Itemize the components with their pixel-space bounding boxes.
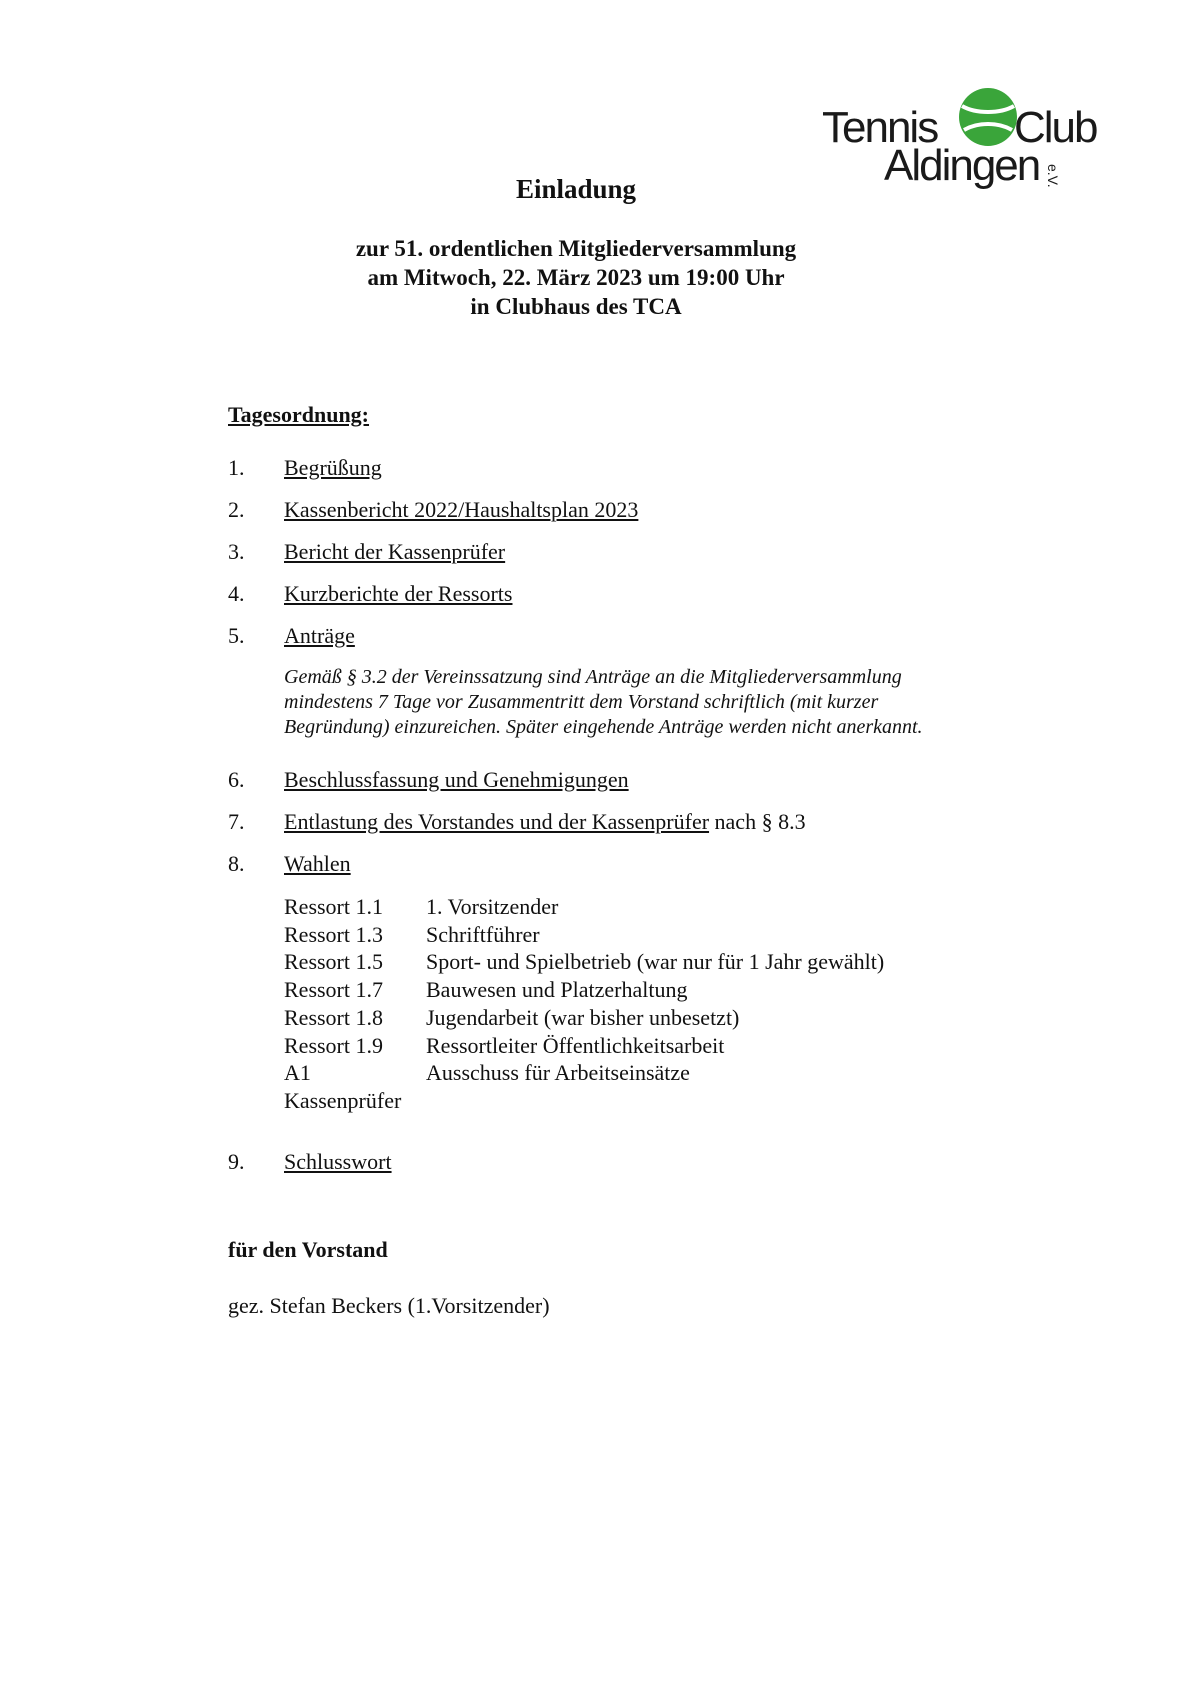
wahlen-row (284, 1004, 884, 1032)
ressort-desc: Bauwesen und Platzerhaltung (426, 977, 688, 1003)
agenda-label: Begrüßung (284, 455, 382, 480)
agenda-label: Wahlen (284, 851, 351, 876)
wahlen-row (284, 893, 884, 921)
agenda-number: 8. (228, 851, 245, 876)
wahlen-list (284, 893, 884, 1115)
ressort-desc: 1. Vorsitzender (426, 894, 559, 919)
subtitle-line: zur 51. ordentlichen Mitgliederversammlung (355, 236, 797, 261)
ressort-code: Ressort 1.1 (284, 894, 383, 919)
agenda-label: Bericht der Kassenprüfer (284, 539, 506, 564)
logo-word-aldingen: Aldingen (884, 141, 1040, 190)
ressort-desc: Jugendarbeit (war bisher unbesetzt) (426, 1004, 740, 1030)
note-line: Begründung) einzureichen. Später eingehende Anträge werden nicht anerkannt. (284, 716, 923, 738)
page-title: Einladung (515, 174, 637, 204)
ressort-code: Ressort 1.3 (284, 921, 383, 947)
agenda-number: 9. (228, 1149, 245, 1174)
agenda-number: 5. (228, 623, 245, 648)
subtitle-line: in Clubhaus des TCA (470, 294, 682, 319)
agenda-number: 4. (228, 581, 245, 606)
agenda-label: Entlastung des Vorstandes und der Kassenprüfer (284, 809, 710, 834)
agenda-label: Schlusswort (284, 1149, 392, 1174)
agenda-number: 2. (228, 497, 245, 522)
ressort-code: A1 (284, 1060, 311, 1086)
ressort-desc: Schriftführer (426, 921, 540, 947)
agenda-label: Kassenbericht 2022/Haushaltsplan 2023 (284, 497, 639, 522)
ressort-code: Ressort 1.8 (284, 1004, 383, 1030)
agenda-label: Kurzberichte der Ressorts (284, 581, 513, 606)
wahlen-row (284, 1059, 884, 1087)
logo-word-club: Club (1014, 103, 1097, 152)
agenda-number: 7. (228, 809, 245, 834)
wahlen-row (284, 948, 884, 976)
ressort-desc: Sport- und Spielbetrieb (war nur für 1 Jahr gewählt) (426, 949, 885, 975)
logo-word-tennis: Tennis (822, 103, 938, 152)
ressort-code: Ressort 1.9 (284, 1032, 383, 1058)
logo-suffix: e.V. (1045, 164, 1061, 188)
subtitle-line: am Mitwoch, 22. März 2023 um 19:00 Uhr (367, 265, 785, 290)
agenda-label: Beschlussfassung und Genehmigungen (284, 767, 629, 792)
agenda-suffix: nach § 8.3 (709, 809, 806, 834)
note-line: Gemäß § 3.2 der Vereinssatzung sind Anträge an die Mitgliederversammlung (284, 666, 902, 688)
ressort-code: Kassenprüfer (284, 1087, 402, 1113)
agenda-heading: Tagesordnung: (228, 402, 370, 427)
note-line: mindestens 7 Tage vor Zusammentritt dem Vorstand schriftlich (mit kurzer (284, 691, 879, 713)
antraege-note (284, 665, 1044, 740)
wahlen-row (284, 976, 884, 1004)
wahlen-row (284, 1032, 884, 1060)
ressort-desc: Ressortleiter Öffentlichkeitsarbeit (426, 1032, 725, 1058)
ressort-desc: Ausschuss für Arbeitseinsätze (426, 1060, 690, 1086)
wahlen-row (284, 921, 884, 949)
signoff: für den Vorstand (228, 1237, 388, 1262)
ressort-code: Ressort 1.7 (284, 977, 383, 1003)
agenda-number: 1. (228, 455, 245, 480)
agenda-number: 3. (228, 539, 245, 564)
wahlen-row (284, 1087, 884, 1115)
invitation-details (0, 234, 1152, 321)
signature: gez. Stefan Beckers (1.Vorsitzender) (228, 1293, 550, 1318)
agenda-number: 6. (228, 767, 245, 792)
agenda-label: Anträge (284, 623, 355, 648)
ressort-code: Ressort 1.5 (284, 949, 383, 975)
